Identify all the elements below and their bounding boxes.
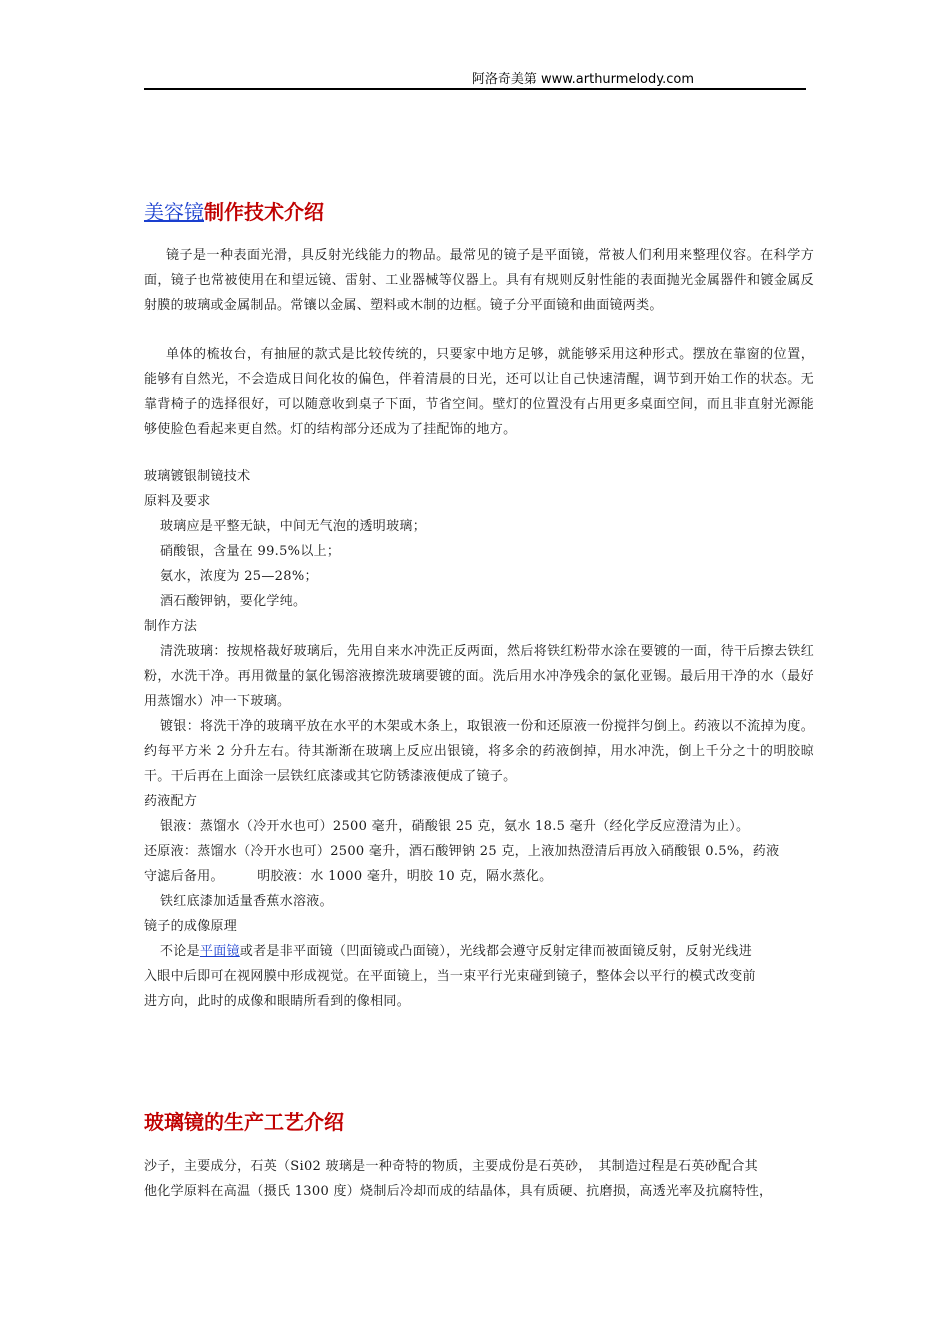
tech-heading: 玻璃镀银制镜技术 [144,469,251,484]
formula-reduce-line2: 守滤后备用。 明胶液：水 1000 毫升，明胶 10 克，隔水蒸化。 [144,869,553,884]
production-line2: 他化学原料在高温（摄氏 1300 度）烧制后冷却而成的结晶体，具有质硬、抗磨损，高透光率及抗腐特性， [144,1184,773,1199]
formula-primer: 铁红底漆加适量香蕉水溶液。 [160,894,333,909]
formula-heading: 药液配方 [144,794,198,809]
vanity-paragraph: 单体的梳妆台，有抽屉的款式是比较传统的，只要家中地方足够，就能够采用这种形式。摆放在靠窗的位置，能够有自然光，不会造成日间化妆的偏色，伴着清晨的日光，还可以让自己快速清醒，调节到开始工作的状态。无靠背椅子的选择很好，可以随意收到桌子下面，节省空间。壁灯的位置没有占用更多桌面空间，而且非直射光源能够使脸色看起来更自然。灯的结构部分还成为了挂配饰的地方。 [144,347,814,437]
method-silver-paragraph: 镀银：将洗干净的玻璃平放在水平的木架或木条上，取银液一份和还原液一份搅拌匀倒上。药液以不流掉为度。约每平方米 2 分升左右。待其渐渐在玻璃上反应出银镜，将多余的药液倒掉，用水冲洗，倒上千分之十的明胶晾干。干后再在上面涂一层铁红底漆或其它防锈漆液便成了镜子。 [144,719,814,784]
formula-silver: 银液：蒸馏水（冷开水也可）2500 毫升，硝酸银 25 克，氨水 18.5 毫升（经化学反应澄清为止）。 [160,819,750,834]
material-item: 氨水，浓度为 25—28%； [160,569,318,584]
principle-pre: 不论是 [160,944,200,959]
material-item: 硝酸银，含量在 99.5%以上； [160,544,341,559]
principle-line2: 入眼中后即可在视网膜中形成视觉。在平面镜上，当一束平行光束碰到镜子，整体会以平行的模式改变前 [144,969,756,984]
header-site-text: 阿洛奇美第 www.arthurmelody.com [471,72,694,87]
principle-line3: 进方向，此时的成像和眼睛所看到的像相同。 [144,994,411,1009]
production-line1: 沙子，主要成分，石英（Si02 玻璃是一种奇特的物质，主要成份是石英砂， 其制造过程是石英砂配合其 [144,1159,758,1174]
page-header [144,66,806,90]
method-heading: 制作方法 [144,619,198,634]
intro-paragraph: 镜子是一种表面光滑，具反射光线能力的物品。最常见的镜子是平面镜，常被人们利用来整理仪容。在科学方面，镜子也常被使用在和望远镜、雷射、工业器械等仪器上。具有有规则反射性能的表面抛光金属器件和镀金属反射膜的玻璃或金属制品。常镶以金属、塑料或木制的边框。镜子分平面镜和曲面镜两类。 [144,248,814,313]
section-title-mirror [144,196,324,225]
material-item: 玻璃应是平整无缺，中间无气泡的透明玻璃； [160,519,427,534]
materials-heading: 原料及要求 [144,494,211,509]
title-rest: 制作技术介绍 [204,200,324,224]
principle-line1 [160,939,752,964]
principle-post: 或者是非平面镜（凹面镜或凸面镜），光线都会遵守反射定律而被面镜反射，反射光线进 [239,944,753,959]
title-link-beauty-mirror[interactable]: 美容镜 [144,200,204,224]
method-clean-paragraph: 清洗玻璃：按规格裁好玻璃后，先用自来水冲洗正反两面，然后将铁红粉带水涂在要镀的一面，待干后擦去铁红粉，水洗干净。再用微量的氯化锡溶液擦洗玻璃要镀的面。洗后用水冲净残余的氯化亚锡。最后用干净的水（最好用蒸馏水）冲一下玻璃。 [144,644,814,709]
principle-heading: 镜子的成像原理 [144,919,238,934]
material-item: 酒石酸钾钠，要化学纯。 [160,594,307,609]
section-title-glass-production: 玻璃镜的生产工艺介绍 [144,1110,344,1134]
plane-mirror-link[interactable]: 平面镜 [199,944,240,959]
formula-reduce-line1: 还原液：蒸馏水（冷开水也可）2500 毫升，酒石酸钾钠 25 克，上液加热澄清后再放入硝酸银 0.5%，药液 [144,844,780,859]
